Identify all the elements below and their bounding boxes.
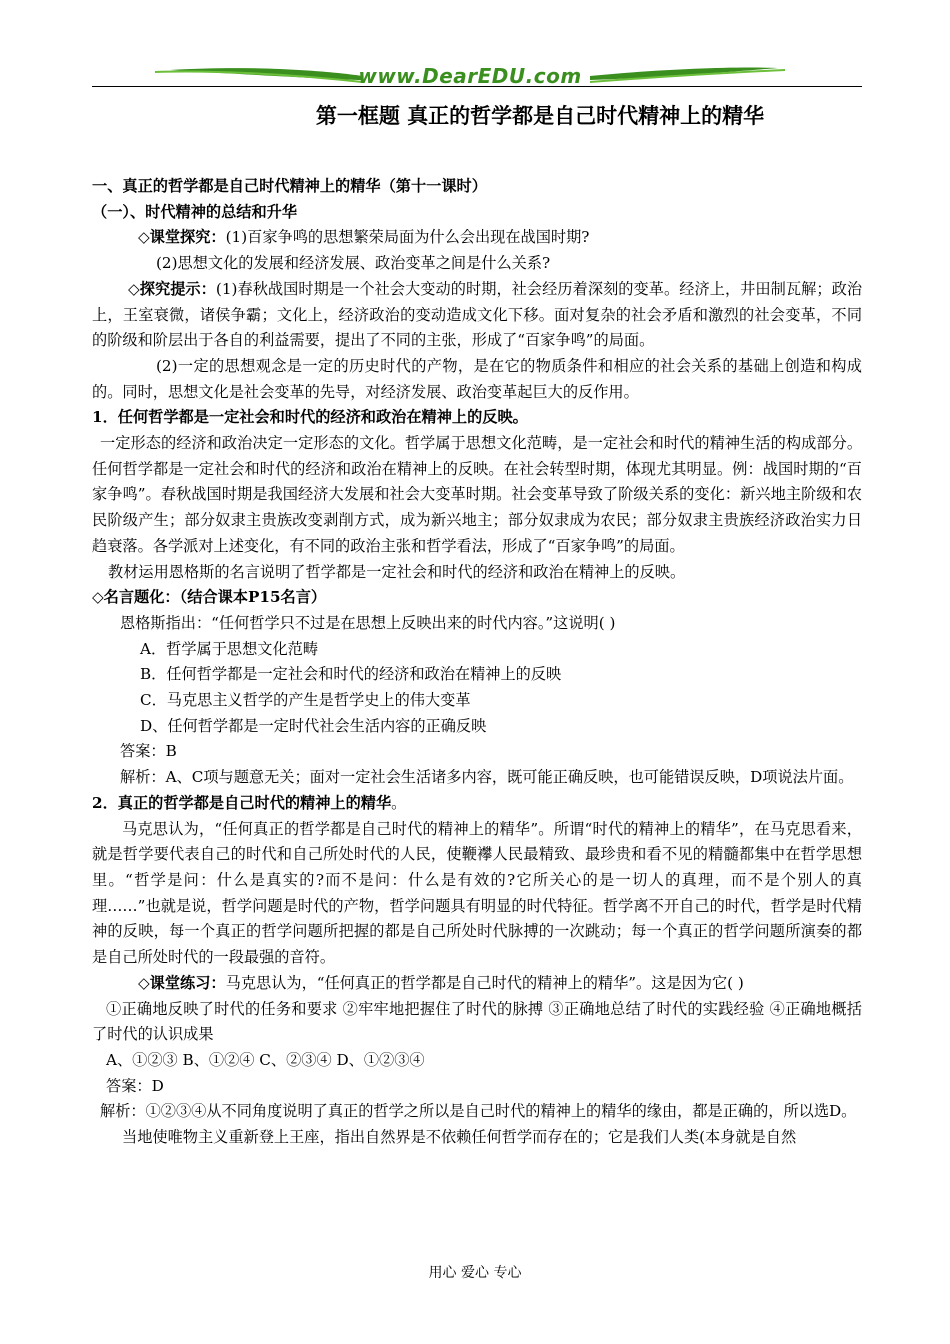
option-c: C．马克思主义哲学的产生是哲学史上的伟大变革 <box>140 691 471 710</box>
point-1-heading: 1．任何哲学都是一定社会和时代的经济和政治在精神上的反映。 <box>92 408 528 427</box>
practice-choices: A、①②③ B、①②④ C、②③④ D、①②③④ <box>106 1050 425 1069</box>
point-2-body: 马克思认为，“任何真正的哲学都是自己时代的精神上的精华”。所谓“时代的精神上的精华”，在马克思看来，就是哲学要代表自己的时代和自己所处时代的人民，使鞭襻人民最精致、最珍贵和看不见的精髓都集中在哲学思想里。“哲学是问：什么是真实的?而不是问：什么是有效的?它所关心的是一切人的真理，而不是个别人的真理……”也就是说，哲学问题是时代的产物，哲学问题具有明显的时代特征。哲学离不开自己的时代，哲学是时代精神的反映，每一个真正的哲学问题所把握的都是自己所处时代脉搏的一次跳动；每一个真正的哲学问题所演奏的都是自己所处时代的一段最强的音符。 <box>92 819 862 967</box>
option-d: D、任何哲学都是一定时代社会生活内容的正确反映 <box>140 716 487 735</box>
practice-text: 马克思认为，“任何真正的哲学都是自己时代的精神上的精华”。这是因为它( ) <box>225 973 744 992</box>
hint-text: (1)春秋战国时期是一个社会大变动的时期，社会经历着深刻的变革。经济上，井田制瓦解；政治上，王室衰微，诸侯争霸；文化上，经济政治的变动造成文化下移。面对复杂的社会矛盾和激烈的社会变革，不同的阶级和阶层出于各自的利益需要，提出了不同的主张，形成了“百家争鸣”的局面。 <box>92 279 863 350</box>
closing-paragraph: 当地使唯物主义重新登上王座，指出自然界是不依赖任何哲学而存在的；它是我们人类(本身就是自然 <box>122 1128 797 1147</box>
quote-question: 恩格斯指出：“任何哲学只不过是在思想上反映出来的时代内容。”这说明( ) <box>120 613 616 632</box>
answer-1: 答案：B <box>120 742 177 761</box>
inquiry-text: (1)百家争鸣的思想繁荣局面为什么会出现在战国时期? <box>225 228 590 247</box>
point-2-punct: 。 <box>391 793 407 812</box>
header-rule <box>92 86 862 87</box>
point-1-summary: 教材运用恩格斯的名言说明了哲学都是一定社会和时代的经济和政治在精神上的反映。 <box>108 562 686 581</box>
hint-label: ◇探究提示： <box>128 279 216 298</box>
hint-paragraph-1 <box>92 277 862 354</box>
inquiry-question-2: (2)思想文化的发展和经济发展、政治变革之间是什么关系? <box>156 254 551 273</box>
practice-question <box>92 971 862 997</box>
page-title: 第一框题 真正的哲学都是自己时代精神上的精华 <box>315 104 765 128</box>
hint-paragraph-2: (2)一定的思想观念是一定的历史时代的产物，是在它的物质条件和相应的社会关系的基础上创造和构成的。同时，思想文化是社会变革的先导，对经济发展、政治变革起巨大的反作用。 <box>92 356 862 401</box>
page-footer: 用心 爱心 专心 <box>428 1265 522 1281</box>
explanation-1: 解析：A、C项与题意无关；面对一定社会生活诸多内容，既可能正确反映，也可能错误反映，D项说法片面。 <box>120 768 854 787</box>
inquiry-question-1 <box>92 225 862 251</box>
subsection-heading: （一）、时代精神的总结和升华 <box>92 202 298 221</box>
practice-options: ①正确地反映了时代的任务和要求 ②牢牢地把握住了时代的脉搏 ③正确地总结了时代的实践经验 ④正确地概括了时代的认识成果 <box>92 999 862 1044</box>
option-b: B．任何哲学都是一定社会和时代的经济和政治在精神上的反映 <box>140 665 562 684</box>
quote-exercise-heading: ◇名言题化：（结合课本P15名言） <box>92 588 327 607</box>
point-2-heading <box>92 791 862 817</box>
inquiry-label: ◇课堂探究： <box>138 228 226 247</box>
point-1-body: 一定形态的经济和政治决定一定形态的文化。哲学属于思想文化范畴，是一定社会和时代的精神生活的构成部分。任何哲学都是一定社会和时代的经济和政治在精神上的反映。在社会转型时期，体现尤其明显。例：战国时期的“百家争鸣”。春秋战国时期是我国经济大发展和社会大变革时期。社会变革导致了阶级关系的变化：新兴地主阶级和农民阶级产生；部分奴隶主贵族改变剥削方式，成为新兴地主；部分奴隶成为农民；部分奴隶主贵族经济政治实力日趋衰落。各学派对上述变化，有不同的政治主张和哲学看法，形成了“百家争鸣”的局面。 <box>92 434 862 555</box>
answer-2: 答案：D <box>106 1076 164 1095</box>
practice-label: ◇课堂练习： <box>138 973 226 992</box>
site-logo-text: www.DearEDU.com <box>358 64 582 88</box>
document-body <box>92 174 862 1151</box>
section-heading: 一、真正的哲学都是自己时代精神上的精华（第十一课时） <box>92 177 487 195</box>
option-a: A．哲学属于思想文化范畴 <box>140 639 319 658</box>
explanation-2: 解析：①②③④从不同角度说明了真正的哲学之所以是自己时代的精神上的精华的缘由，都是正确的，所以选D。 <box>100 1102 857 1121</box>
point-2-title: 2．真正的哲学都是自己时代的精神上的精华 <box>92 793 392 812</box>
